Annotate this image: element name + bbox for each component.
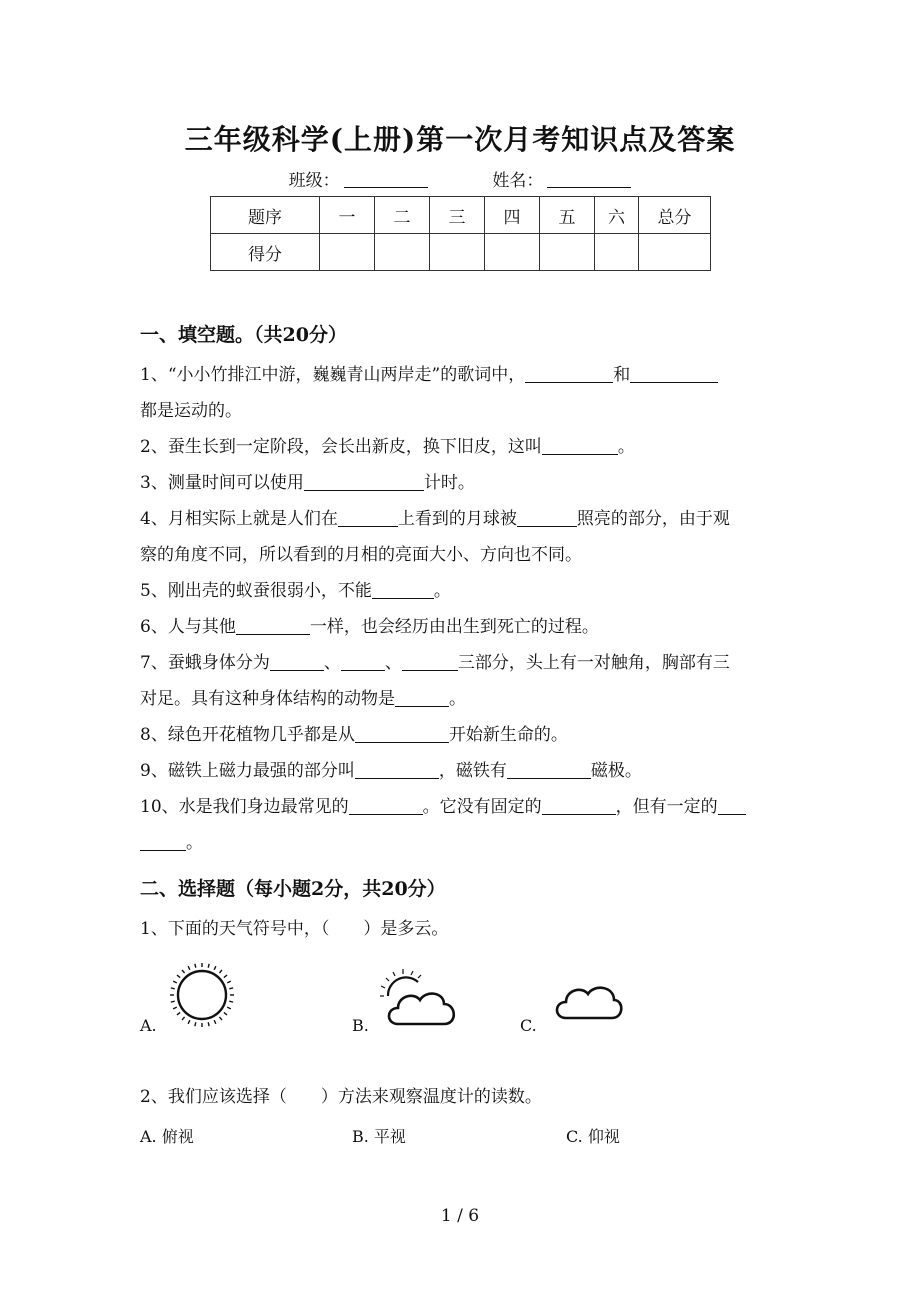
score-cell[interactable] — [485, 234, 540, 271]
partly-cloudy-icon — [378, 966, 462, 1030]
score-table — [210, 196, 711, 271]
answer-blank[interactable] — [395, 690, 449, 707]
class-blank[interactable] — [344, 171, 428, 188]
header-cell: 四 — [485, 197, 540, 234]
row-label-cell: 得分 — [211, 234, 320, 271]
header-cell: 六 — [595, 197, 639, 234]
class-label: 班级： — [288, 171, 340, 191]
answer-blank[interactable] — [355, 762, 439, 779]
q1-line1: 1、“小小竹排江中游，巍巍青山两岸走”的歌词中， 和 — [140, 364, 718, 386]
header-cell: 题序 — [211, 197, 320, 234]
answer-blank[interactable] — [355, 726, 449, 743]
answer-blank[interactable] — [718, 798, 746, 815]
answer-blank[interactable] — [341, 654, 385, 671]
q7-line1: 7、蚕蛾身体分为 、 、 三部分，头上有一对触角，胸部有三 — [140, 653, 730, 673]
option-a[interactable]: A. 俯视 — [140, 1127, 194, 1146]
header-cell: 三 — [430, 197, 485, 234]
answer-blank[interactable] — [372, 582, 434, 599]
answer-blank[interactable] — [507, 762, 591, 779]
score-row — [211, 234, 711, 271]
answer-blank[interactable] — [338, 510, 398, 527]
q6: 6、人与其他 一样，也会经历由出生到死亡的过程。 — [140, 617, 599, 637]
q3: 3、测量时间可以使用 计时。 — [140, 473, 475, 493]
name-blank[interactable] — [547, 171, 631, 188]
answer-blank[interactable] — [402, 654, 458, 671]
answer-blank[interactable] — [349, 798, 423, 815]
q10-line2: 。 — [140, 832, 203, 854]
section1-heading: 一、填空题。（共20分） — [140, 324, 347, 346]
page-title: 三年级科学(上册)第一次月考知识点及答案 — [184, 123, 736, 156]
header-cell: 二 — [375, 197, 430, 234]
choice-q1: 1、下面的天气符号中，（ ）是多云。 — [140, 919, 449, 939]
header-cell: 总分 — [639, 197, 711, 234]
answer-blank[interactable] — [304, 474, 424, 491]
option-c[interactable]: C. 仰视 — [566, 1127, 620, 1146]
page-number: 1 / 6 — [440, 1206, 480, 1226]
option-b[interactable]: B. — [352, 1016, 369, 1035]
score-cell[interactable] — [540, 234, 595, 271]
score-header-row — [211, 197, 711, 234]
score-cell[interactable] — [639, 234, 711, 271]
q1-line2: 都是运动的。 — [140, 401, 242, 421]
q7-line2: 对足。具有这种身体结构的动物是 。 — [140, 689, 466, 709]
q4-line1: 4、月相实际上就是人们在 上看到的月球被 照亮的部分，由于观 — [140, 509, 730, 529]
score-cell[interactable] — [375, 234, 430, 271]
cloud-icon — [552, 978, 624, 1024]
choice-q2: 2、我们应该选择（ ）方法来观察温度计的读数。 — [140, 1087, 542, 1107]
answer-blank[interactable] — [525, 366, 613, 383]
answer-blank[interactable] — [236, 618, 310, 635]
q10-line1: 10、水是我们身边最常见的 。它没有固定的 ，但有一定的 — [140, 796, 746, 818]
header-cell: 五 — [540, 197, 595, 234]
score-cell[interactable] — [430, 234, 485, 271]
sun-icon — [166, 962, 238, 1028]
answer-blank[interactable] — [140, 834, 186, 851]
student-info — [0, 166, 920, 191]
q8: 8、绿色开花植物几乎都是从 开始新生命的。 — [140, 725, 568, 745]
name-label: 姓名： — [492, 171, 544, 191]
q9: 9、磁铁上磁力最强的部分叫 ，磁铁有 磁极。 — [140, 761, 642, 781]
q5: 5、刚出壳的蚁蚕很弱小，不能 。 — [140, 581, 451, 601]
section2-heading: 二、选择题（每小题2分，共20分） — [140, 878, 446, 900]
option-c[interactable]: C. — [520, 1016, 537, 1035]
answer-blank[interactable] — [517, 510, 577, 527]
answer-blank[interactable] — [630, 366, 718, 383]
answer-blank[interactable] — [270, 654, 324, 671]
q4-line2: 察的角度不同，所以看到的月相的亮面大小、方向也不同。 — [140, 545, 582, 565]
option-b[interactable]: B. 平视 — [352, 1127, 406, 1146]
score-cell[interactable] — [595, 234, 639, 271]
score-cell[interactable] — [320, 234, 375, 271]
q2: 2、蚕生长到一定阶段，会长出新皮，换下旧皮，这叫 。 — [140, 437, 635, 457]
option-a[interactable]: A. — [140, 1016, 157, 1035]
header-cell: 一 — [320, 197, 375, 234]
answer-blank[interactable] — [542, 798, 616, 815]
answer-blank[interactable] — [542, 438, 618, 455]
